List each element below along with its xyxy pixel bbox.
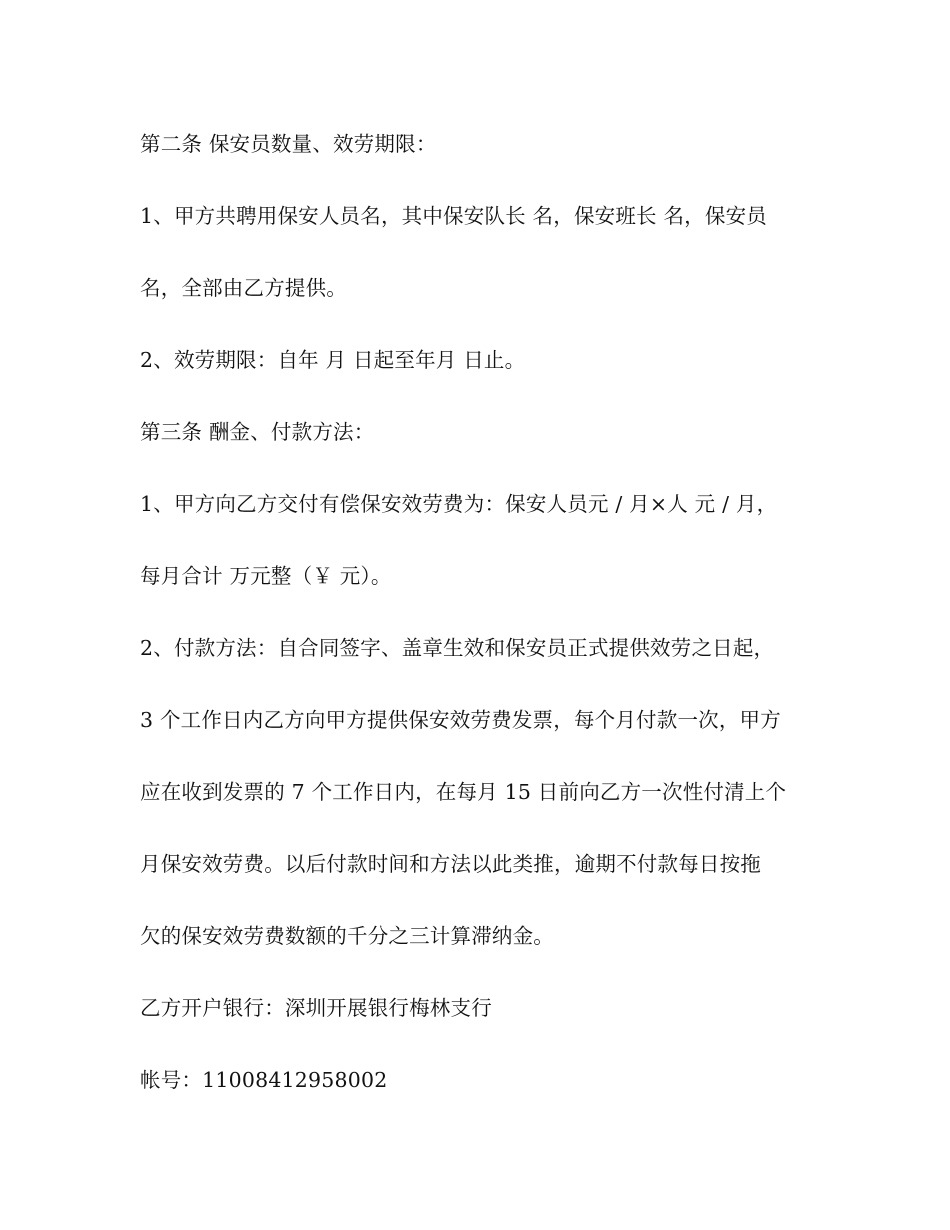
clause-2-1-line-2: 名，全部由乙方提供。: [140, 276, 347, 300]
clause-3-2-line-1: 2、付款方法：自合同签字、盖章生效和保安员正式提供效劳之日起，: [140, 636, 775, 660]
clause-3-2-line-5: 欠的保安效劳费数额的千分之三计算滞纳金。: [140, 924, 554, 948]
clause-3-1-line-1: 1、甲方向乙方交付有偿保安效劳费为：保安人员元 / 月×人 元 / 月，: [140, 492, 778, 516]
clause-3-2-line-4: 月保安效劳费。以后付款时间和方法以此类推，逾期不付款每日按拖: [140, 852, 761, 876]
clause-3-1-line-2: 每月合计 万元整（￥ 元）。: [140, 564, 392, 588]
account-number-line: 帐号：11008412958002: [140, 1068, 388, 1092]
clause-3-2-line-2: 3 个工作日内乙方向甲方提供保安效劳费发票，每个月付款一次，甲方: [140, 708, 781, 732]
clause-3-2-line-3: 应在收到发票的 7 个工作日内，在每月 15 日前向乙方一次性付清上个: [140, 780, 787, 804]
article-two-heading: 第二条 保安员数量、效劳期限：: [140, 132, 437, 156]
article-three-heading: 第三条 酬金、付款方法：: [140, 420, 375, 444]
clause-2-1-line-1: 1、甲方共聘用保安人员名，其中保安队长 名，保安班长 名，保安员: [140, 204, 767, 228]
bank-name-line: 乙方开户银行：深圳开展银行梅林支行: [140, 996, 492, 1020]
clause-2-2: 2、效劳期限：自年 月 日起至年月 日止。: [140, 348, 526, 372]
